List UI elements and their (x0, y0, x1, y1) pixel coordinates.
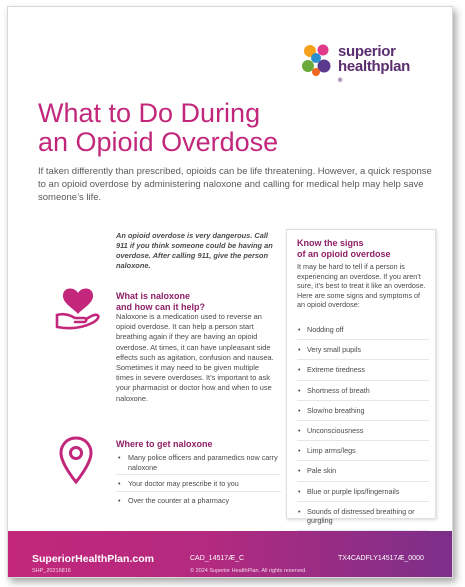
emergency-callout: An opioid overdose is very dangerous. Call 911 if you think someone could be having an overdose. After calling 911, give the person naloxone. (116, 231, 273, 270)
list-item: • Very small pupils (297, 340, 429, 360)
list-item: • Nodding off (297, 320, 429, 340)
signs-heading-line1: Know the signs (297, 238, 364, 248)
brand-logo (298, 41, 448, 84)
list-item: • Many police officers and paramedics now carry naloxone (116, 453, 281, 475)
brand-name (338, 44, 410, 89)
page-title (38, 99, 398, 157)
signs-intro: It may be hard to tell if a person is experiencing an overdose. If you aren’t sure, it’s best to treat it like an overdose. Here are some signs and symptoms of an opioid overdose: (297, 262, 426, 310)
map-pin-icon (58, 435, 94, 487)
list-item: • Blue or purple lips/fingernails (297, 482, 429, 502)
brand-line2: healthplan (338, 58, 411, 75)
footer-website-link[interactable]: SuperiorHealthPlan.com (32, 553, 154, 565)
heart-in-hand-icon (54, 285, 102, 331)
naloxone-body: Naloxone is a medication used to reverse an opioid overdose. It can help a person start breathing again if they are having an opioid overdose. At times, it can have unpleasant side effects such as agitation, confusion and nausea. Sometimes it may need to be given multiple times in severe overdoses. It’s important to ask your pharmacist or doctor how and when to use naloxone. (116, 312, 274, 403)
flyer-page (7, 6, 453, 578)
naloxone-heading-line2: and how can it help? (116, 301, 206, 312)
signs-panel (286, 229, 436, 526)
title-line2: an Opioid Overdose (38, 127, 279, 157)
superior-healthplan-logo-icon (298, 41, 336, 79)
brand-line1: superior (338, 43, 396, 60)
list-item: • Your doctor may prescribe it to you (116, 479, 281, 492)
where-list (116, 453, 281, 511)
list-item: • Unconsciousness (297, 421, 429, 441)
where-heading: Where to get naloxone (116, 439, 213, 449)
naloxone-heading-line1: What is naloxone (116, 291, 191, 301)
footer-doc-code: CAD_14517Æ_C (190, 555, 245, 562)
footer-small-code: SHP_20216816 (32, 568, 71, 574)
list-item: • Limp arms/legs (297, 441, 429, 461)
signs-heading (297, 238, 391, 259)
naloxone-heading (116, 291, 205, 312)
footer-copyright: © 2024 Superior HealthPlan. All rights reserved. (190, 568, 307, 574)
list-item: • Extreme tiredness (297, 360, 429, 380)
list-item: • Over the counter at a pharmacy (116, 496, 281, 508)
brand-trademark: ® (338, 78, 343, 84)
footer-bar (8, 531, 453, 578)
signs-list (297, 320, 429, 550)
list-item: • Slow/no breathing (297, 401, 429, 421)
footer-form-code: TX4CADFLY14517Æ_0000 (338, 555, 424, 562)
list-item: • Sounds of distressed breathing or gurgling (297, 502, 429, 531)
list-item: • Shortness of breath (297, 381, 429, 401)
title-line1: What to Do During (38, 98, 261, 128)
intro-paragraph: If taken differently than prescribed, opioids can be life threatening. However, a quick response to an opioid overdose by administering naloxone and calling for medical help may help save someone’s life. (38, 166, 432, 203)
list-item: • Pale skin (297, 461, 429, 481)
signs-heading-line2: of an opioid overdose (297, 248, 391, 259)
